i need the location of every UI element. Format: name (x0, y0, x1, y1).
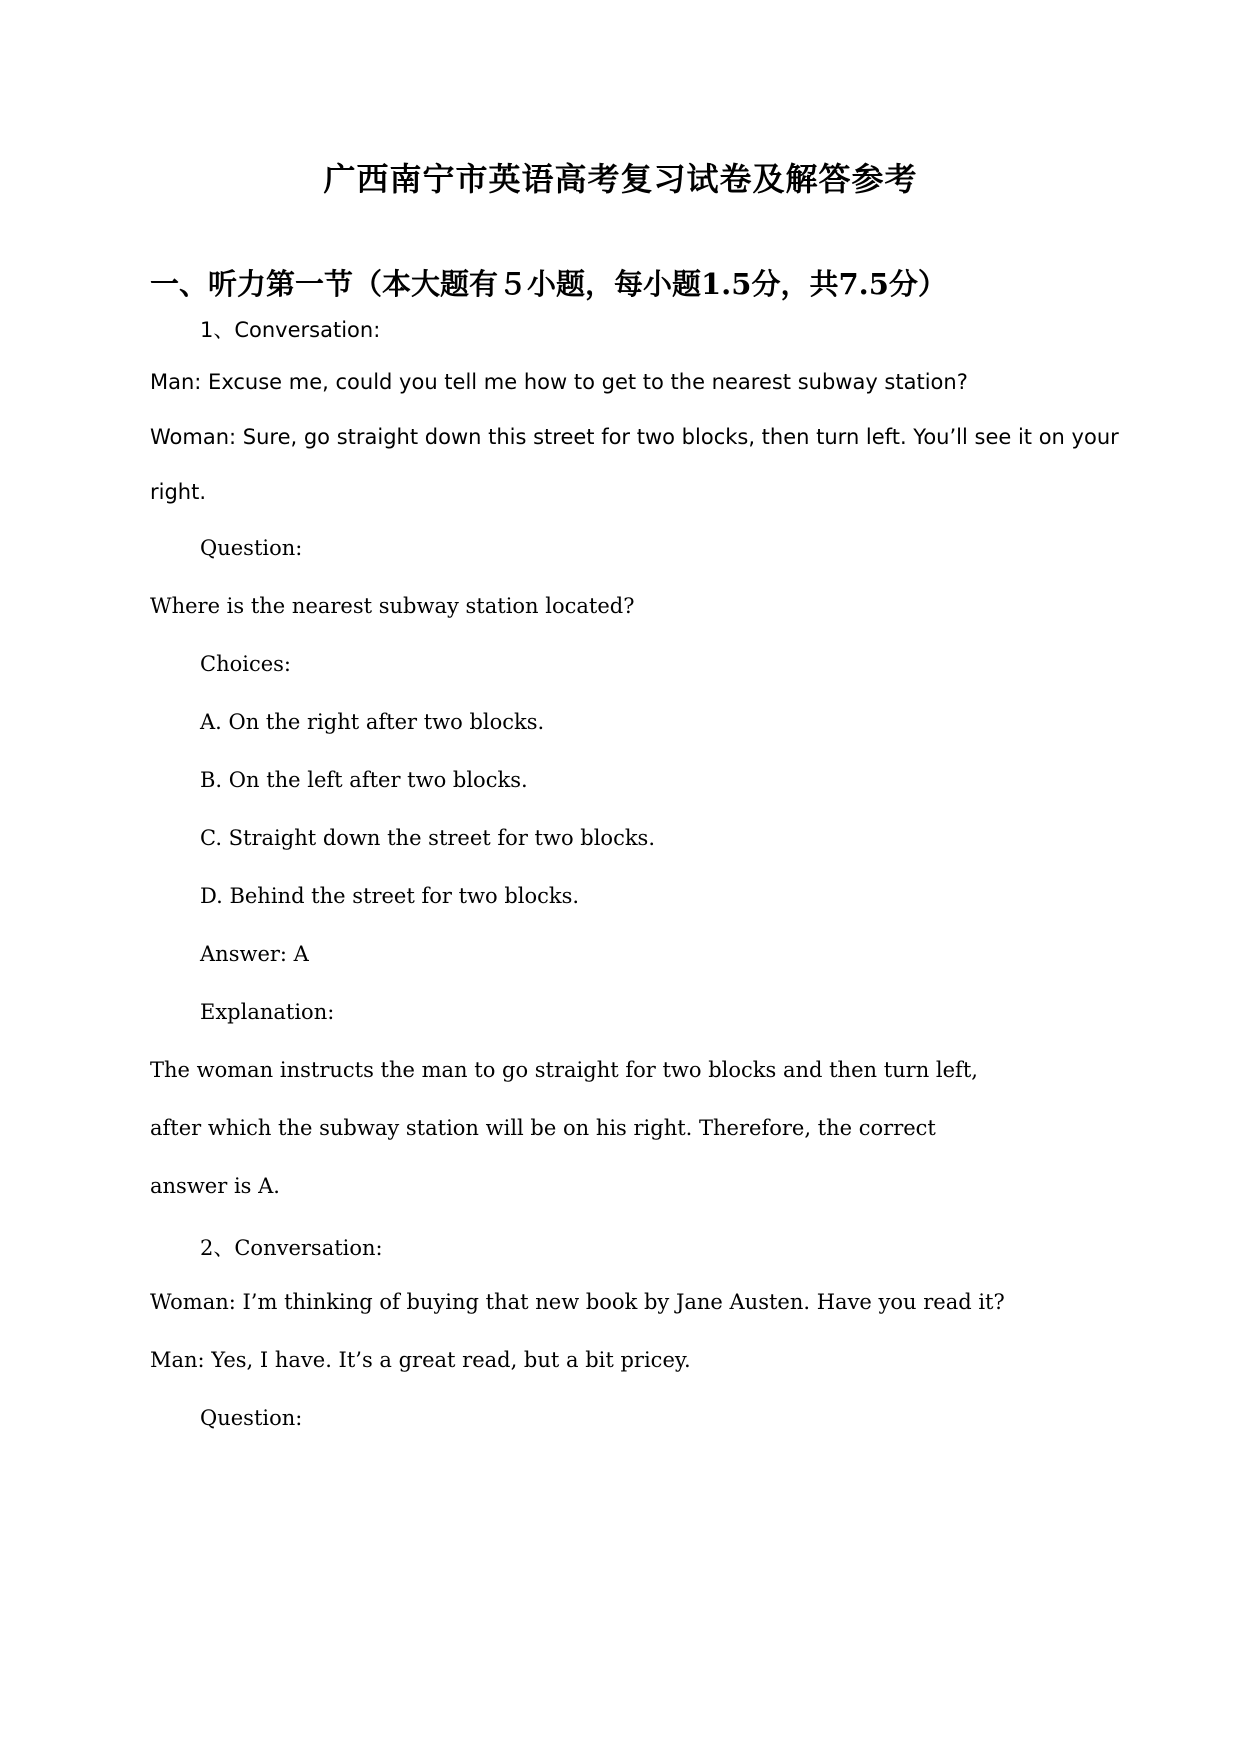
q2-question-label: Question: (200, 1406, 303, 1430)
q1-dialogue-line: Woman: Sure, go straight down this street for two blocks, then turn left. You’ll see it on your (150, 425, 1119, 449)
q2-number-label: 2、Conversation: (200, 1236, 383, 1260)
q1-choice-b: B. On the left after two blocks. (200, 768, 528, 792)
q2-dialogue-line: Man: Yes, I have. It’s a great read, but a bit pricey. (150, 1348, 691, 1372)
q1-question-text: Where is the nearest subway station located? (150, 594, 635, 618)
q1-question-label: Question: (200, 536, 303, 560)
q1-choices-label: Choices: (200, 652, 291, 676)
q1-choice-a: A. On the right after two blocks. (200, 710, 545, 734)
section-heading: 一、听力第一节（本大题有５小题，每小题1.5分，共7.5分） (150, 267, 947, 301)
q1-choice-d: D. Behind the street for two blocks. (200, 884, 580, 908)
q1-number-label: 1、Conversation: (200, 318, 381, 342)
q2-dialogue-line: Woman: I’m thinking of buying that new book by Jane Austen. Have you read it? (150, 1290, 1005, 1314)
q1-dialogue-line: right. (150, 480, 207, 504)
q1-explanation-line: after which the subway station will be on his right. Therefore, the correct (150, 1116, 936, 1140)
document-title: 广西南宁市英语高考复习试卷及解答参考 (323, 160, 918, 198)
q1-explanation-line: The woman instructs the man to go straight for two blocks and then turn left, (150, 1058, 978, 1082)
q1-answer: Answer: A (200, 942, 309, 966)
q1-dialogue-line: Man: Excuse me, could you tell me how to get to the nearest subway station? (150, 370, 968, 394)
q1-choice-c: C. Straight down the street for two blocks. (200, 826, 656, 850)
q1-explanation-line: answer is A. (150, 1174, 280, 1198)
q1-explanation-label: Explanation: (200, 1000, 335, 1024)
